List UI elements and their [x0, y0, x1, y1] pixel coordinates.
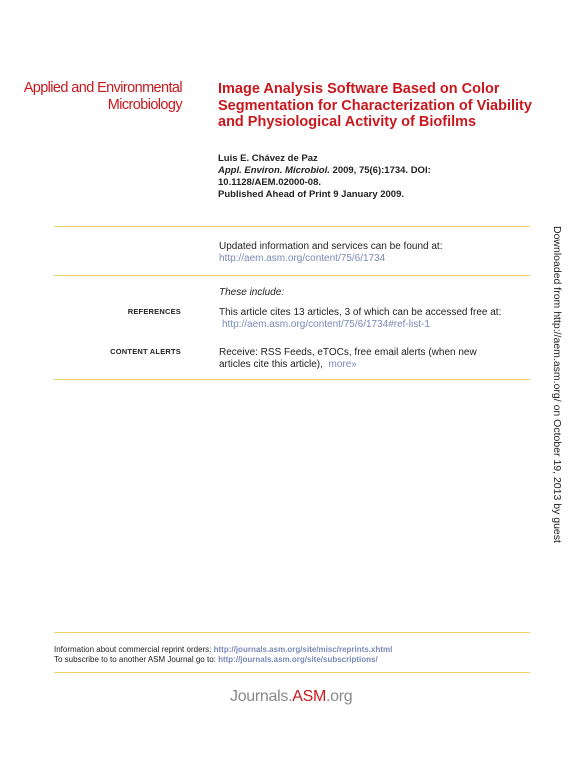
updated-info [219, 241, 442, 265]
citation-details: 2009, 75(6):1734. DOI: [329, 165, 431, 176]
doi: 10.1128/AEM.02000-08. [218, 177, 321, 188]
download-note: Downloaded from http://aem.asm.org/ on October 19, 2013 by guest [551, 226, 563, 543]
citation [218, 165, 538, 177]
references-text: This article cites 13 articles, 3 of which can be accessed free at: [219, 307, 502, 318]
alerts-text-line2 [219, 359, 477, 371]
journals-asm-logo[interactable] [230, 688, 352, 706]
footer-info [54, 645, 392, 664]
article-meta [218, 153, 538, 201]
author: Luis E. Chávez de Paz [218, 153, 318, 164]
subscribe-link[interactable]: http://journals.asm.org/site/subscriptions/ [218, 654, 378, 664]
logo-part1: Journals. [230, 688, 293, 705]
reprint-text: Information about commercial reprint orders: [54, 645, 214, 654]
journal-logo-line1: Applied and Environmental [23, 80, 182, 96]
journal-logo-line2: Microbiology [107, 97, 182, 113]
references-info [219, 307, 501, 331]
references-link[interactable]: http://aem.asm.org/content/75/6/1734#ref-list-1 [222, 319, 430, 330]
journal-logo [14, 80, 182, 114]
subscribe-text: To subscribe to to another ASM Journal go to: [54, 654, 219, 664]
updated-text: Updated information and services can be found at: [219, 241, 443, 252]
divider-bottom [54, 379, 530, 380]
content-alerts-label: CONTENT ALERTS [110, 347, 181, 356]
logo-part3: .org [326, 688, 353, 705]
divider-footer-top [54, 632, 530, 633]
reprint-link[interactable]: http://journals.asm.org/site/misc/reprints.xhtml [213, 645, 393, 654]
article-title: Image Analysis Software Based on Color Segmentation for Characterization of Viability and Physiological Activity of Biofilms [218, 81, 532, 130]
alerts-text-line1: Receive: RSS Feeds, eTOCs, free email alerts (when new [219, 347, 477, 358]
alerts-text-line2-text: articles cite this article), [219, 359, 323, 370]
divider-top [54, 226, 530, 227]
alerts-info [219, 347, 477, 371]
divider-footer-bottom [54, 672, 530, 673]
published-date: Published Ahead of Print 9 January 2009. [218, 189, 405, 200]
references-label: REFERENCES [127, 307, 181, 316]
logo-part2: ASM [292, 688, 327, 705]
journal-abbr: Appl. Environ. Microbiol. [218, 165, 330, 176]
subscribe-line [54, 655, 392, 665]
these-include: These include: [219, 287, 285, 298]
updated-link[interactable]: http://aem.asm.org/content/75/6/1734 [219, 253, 386, 264]
more-link[interactable]: more» [328, 359, 357, 370]
reprint-line [54, 645, 392, 655]
divider-middle [54, 275, 530, 276]
